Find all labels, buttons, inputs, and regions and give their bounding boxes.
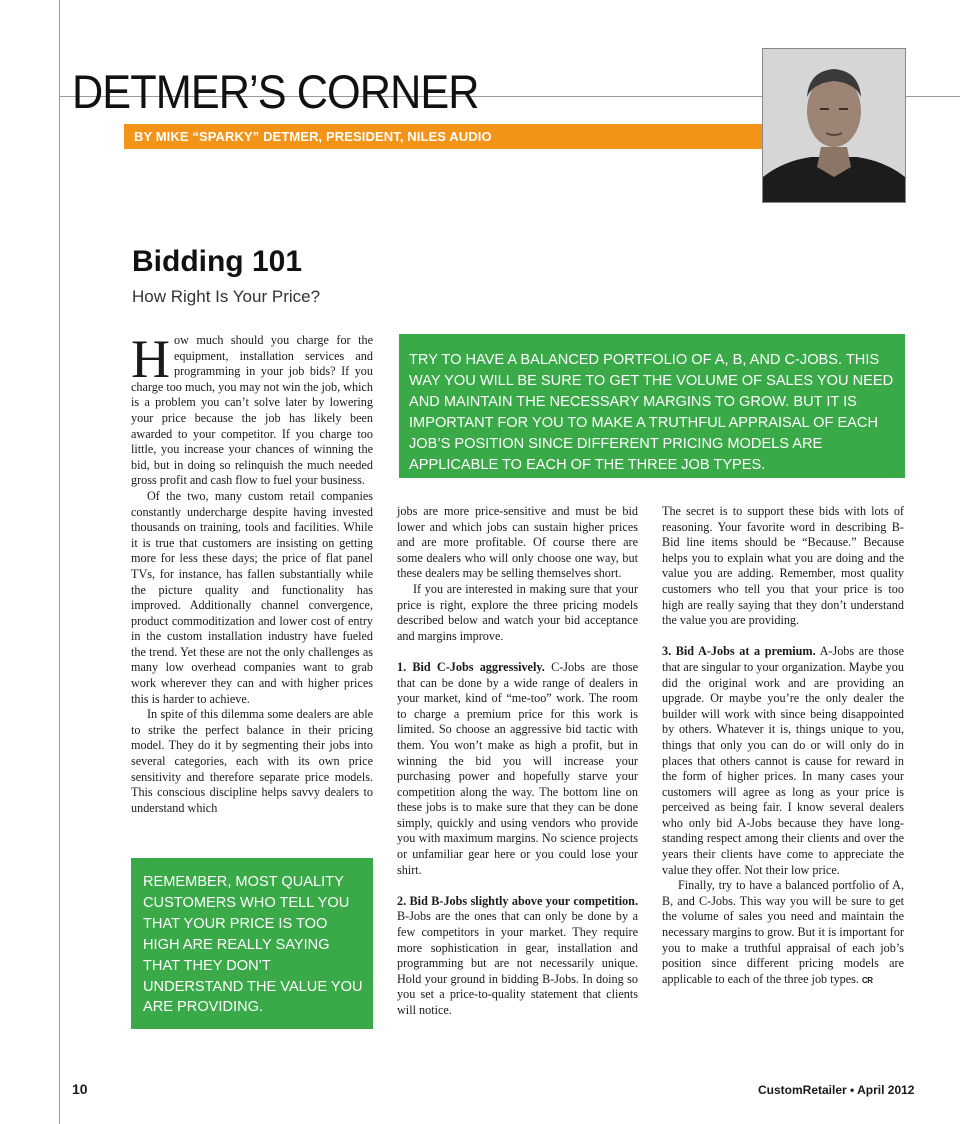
article-column-3 <box>662 504 904 988</box>
a-jobs-section <box>662 644 904 878</box>
c-jobs-heading: 1. Bid C-Jobs aggressively. <box>397 659 545 674</box>
publication-footer: CustomRetailer • April 2012 <box>758 1083 915 1097</box>
column-masthead: DETMER’S CORNER <box>72 65 479 118</box>
byline-bar: BY MIKE “SPARKY” DETMER, PRESIDENT, NILES AUDIO <box>124 124 764 149</box>
column-2-paragraph-1: jobs are more price-sensitive and must be bid lower and which jobs can sustain higher prices and are more profitable. Of course there are some dealers who will only choose one way, but these dealers may be selling themselves short. <box>397 504 638 581</box>
end-mark-logo: CR <box>862 975 873 985</box>
pull-quote-top: TRY TO HAVE A BALANCED PORTFOLIO OF A, B, AND C-JOBS. THIS WAY YOU WILL BE SURE TO GET THE VOLUME OF SALES YOU NEED AND MAINTAIN THE NECESSARY MARGINS TO GROW. BUT IT IS IMPORTANT FOR YOU TO MAKE A TRUTHFUL APPRAISAL OF EACH JOB’S POSITION SINCE DIFFERENT PRICING MODELS ARE APPLICABLE TO EACH OF THE THREE JOB TYPES. <box>399 334 905 478</box>
column-2-paragraph-2: If you are interested in making sure that your price is right, explore the three pricing models described below and watch your bid acceptance and margins improve. <box>397 581 638 643</box>
drop-cap: H <box>131 329 170 389</box>
article-subtitle: How Right Is Your Price? <box>132 287 321 306</box>
pull-quote-left: REMEMBER, MOST QUALITY CUSTOMERS WHO TELL YOU THAT YOUR PRICE IS TOO HIGH ARE REALLY SAYING THAT THEY DON’T UNDERSTAND THE VALUE YOU ARE PROVIDING. <box>131 858 373 1029</box>
column-1-paragraph-2: Of the two, many custom retail companies constantly undercharge despite having invested thousands on training, tools and facilities. While it is true that customers are insisting on getting more for less these days; the price of flat panel TVs, for instance, has fallen substantially while the picture quality and functionality has improved. Additionally channel convergence, product commoditization and lower cost of entry in the custom installation industry have fueled the trend. Yet these are not the only challenges as many low overhead companies want to grab work wherever they can and with higher prices this is harder to achieve. <box>131 488 373 706</box>
column-3-final-paragraph: Finally, try to have a balanced portfolio of A, B, and C-Jobs. This way you will be sure to get the volume of sales you need and maintain the necessary margins to grow. But it is important for you to make a truthful appraisal of each job’s position since different pricing models are applicable to each of the three job types. CR <box>662 878 904 986</box>
a-jobs-heading: 3. Bid A-Jobs at a premium. <box>662 644 816 659</box>
article-column-1 <box>131 329 373 816</box>
page-number: 10 <box>72 1081 88 1097</box>
b-jobs-body: B-Jobs are the ones that can only be done by a few competitors in your market. They require more sophistication in gear, installation and programming but are not necessarily unique. Hold your ground in bidding B-Jobs. In doing so you set a price-to-quality statement that clients will notice. <box>397 909 638 1017</box>
column-3-paragraph-1: The secret is to support these bids with lots of reasoning. Your favorite word in describing B-Bid line items should be “Because.” Because helps you to explain what you are doing and the value you are adding. Remember, most quality customers who tell you that your price is too high are really saying that they don’t understand the value you are providing. <box>662 504 904 628</box>
column-1-paragraph-1: How much should you charge for the equipment, installation services and programming in your job bids? If you charge too much, you may not win the job, which is a problem you can’t solve later by lowering your price because the job has likely been awarded to your competitor. If you charge too little, you increase your chances of winning the bid, but in doing so relinquish the much needed gross profit and cash flow to fuel your business. <box>131 329 373 488</box>
author-photo <box>762 48 906 203</box>
b-jobs-heading: 2. Bid B-Jobs slightly above your competition. <box>397 893 638 908</box>
b-jobs-section <box>397 894 638 1019</box>
margin-rule-vertical <box>59 0 60 1124</box>
column-1-paragraph-3: In spite of this dilemma some dealers are able to strike the perfect balance in their pricing model. They do it by segmenting their jobs into several categories, each with its own price sensitivity and therefore separate price models. This conscious discipline helps savvy dealers to understand which <box>131 707 373 815</box>
c-jobs-section <box>397 660 638 878</box>
author-portrait-illustration <box>763 49 905 202</box>
c-jobs-body: C-Jobs are those that can be done by a wide range of dealers in your market, kind of “me-too” work. The room to charge a premium price for this work is limited. So choose an aggressive bid tactic with them. You won’t make as high a profit, but in winning the bid you will increase your purchasing power and hopefully starve your competition along the way. The bottom line on these jobs is to make sure that they can be done simply, quickly and using vendors who provide you with maximum margins. No science projects or unfamiliar gear here or you could lose your shirt. <box>397 659 638 877</box>
article-title: Bidding 101 <box>132 245 303 278</box>
a-jobs-body: A-Jobs are those that are singular to your organization. Maybe you did the original work and are providing an upgrade. Or maybe you’re the only dealer the builder will work with since being disappointed by others. Whatever it is, things unique to you, things that only you can do or will only do in places that others cannot is cause for reward in the form of higher prices. In many cases your customers will agree as long as your price is perceived as being fair. I know several dealers who only bid A-Jobs because they have long-standing respect among their clients and over the years their clients have come to appreciate the value they offer. Not their low price. <box>662 644 905 877</box>
article-column-2 <box>397 504 638 1019</box>
